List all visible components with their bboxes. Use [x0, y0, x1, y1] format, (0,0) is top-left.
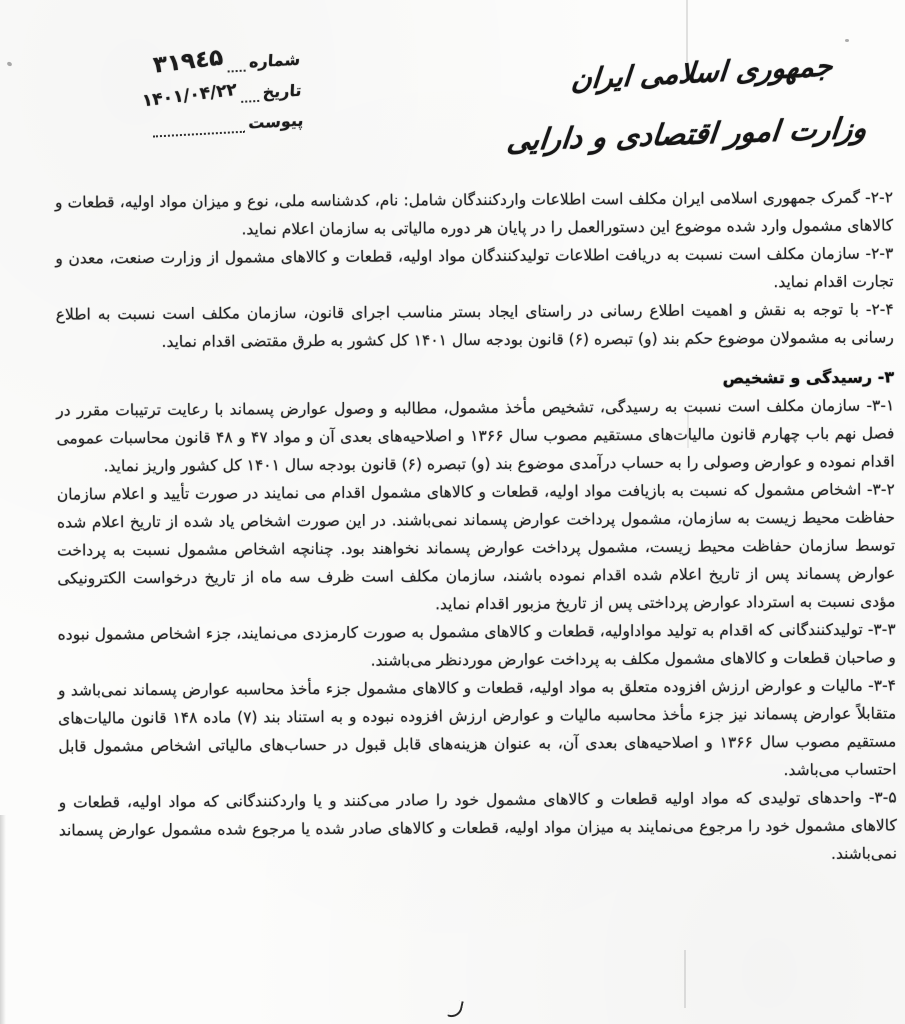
- letter-body: [55, 183, 897, 872]
- paragraph-2-4: ۲-۴- با توجه به نقش و اهمیت اطلاع رسانی در راستای ایجاد بستر مناسب اجرای قانون، سازمان مکلف است نسبت به اطلاع رسانی به مشمولان موضوع حکم بند (و) تبصره (۶) قانون بودجه سال ۱۴۰۱ کل کشور به طرق مقتضی اقدام نماید.: [55, 300, 894, 351]
- paper-crease-bottom: [684, 950, 686, 1008]
- stamp-number-row: [20, 43, 301, 84]
- letterhead-country: جمهوری اسلامی ایران: [569, 49, 834, 96]
- paper-crease-top: [686, 0, 688, 62]
- paragraph-3-2: ۳-۲- اشخاص مشمول که نسبت به بازیافت مواد اولیه، قطعات و کالاهای مشمول اقدام می نمایند در صورت تأیید و اعلام سازمان حفاظت محیط زیست به سازمان، مشمول پرداخت عوارض پسماند نمی‌باشند. در این صورت اشخاص یاد شده از تاریخ اعلام شده توسط سازمان حفاظت محیط زیست، مشمول پرداخت عوارض پسماند نخواهند بود. چنانچه اشخاص مشمول نسبت به پرداخت عوارض پسماند پس از تاریخ اعلام شده اقدام نموده باشند، سازمان مکلف است ظرف سه ماه از تاریخ درخواست الکترونیکی مؤدی نسبت به استرداد عوارض پرداختی پس از تاریخ مزبور اقدام نماید.: [56, 480, 896, 614]
- paragraph-2-3: ۲-۳- سازمان مکلف است نسبت به دریافت اطلاعات تولیدکنندگان مواد اولیه، قطعات و کالاهای مشمول از وزارت صنعت، معدن و تجارت اقدام نماید.: [55, 244, 894, 292]
- paragraph-2-2: ۲-۲- گمرک جمهوری اسلامی ایران مکلف است اطلاعات واردکنندگان شامل: نام، کدشناسه ملی، نوع و میزان مواد اولیه، قطعات و کالاهای مشمول وارد شده موضوع این دستورالعمل را در پایان هر دوره مالیاتی به سازمان اعلام نماید.: [54, 188, 894, 239]
- paragraph-3-5: ۳-۵- واحدهای تولیدی که مواد اولیه قطعات و کالاهای مشمول خود را صادر می‌کنند و یا واردکنندگانی که مواد اولیه، قطعات و کالاهای مشمول خود را مرجوع می‌نمایند به میزان مواد اولیه، قطعات و کالاهای صادر شده یا مرجوع شده مشمول عوارض پسماند نمی‌باشند.: [58, 788, 898, 863]
- stamp-number-label: شماره: [248, 49, 301, 72]
- section-heading-3: ۳- رسیدگی و تشخیص: [722, 367, 895, 388]
- page-bottom-mark: [447, 999, 463, 1019]
- scan-edge-shadow: [0, 815, 6, 1024]
- letterhead-ministry: وزارت امور اقتصادی و دارایی: [505, 110, 869, 158]
- stamp-block: [20, 43, 305, 156]
- scan-speck: [845, 39, 849, 42]
- dotted-leader: [152, 119, 245, 138]
- stamp-attachment-row: [23, 111, 304, 145]
- paragraph-3-4: ۳-۴- مالیات و عوارض ارزش افزوده متعلق به مواد اولیه، قطعات و کالاهای مشمول جزء مأخذ محاسبه عوارض پسماند نمی‌باشد و متقابلاً عوارض پسماند نیز جزء مأخذ محاسبه مالیات و عوارض ارزش افزوده نبوده و به استناد بند (۷) ماده ۱۴۸ قانون مالیات‌های مستقیم مصوب سال ۱۳۶۶ و اصلاحیه‌های بعدی آن، به عنوان هزینه‌های قابل قبول در حساب‌های مالیاتی اشخاص مشمول قابل احتساب می‌باشد.: [57, 676, 897, 780]
- dotted-leader: [227, 58, 246, 73]
- stamp-attachment-label: پیوست: [247, 110, 304, 133]
- paragraph-3-1: ۳-۱- سازمان مکلف است نسبت به رسیدگی، تشخیص مأخذ مشمول، مطالبه و وصول عوارض پسماند با رعایت ترتیبات مقرر در فصل نهم باب چهارم قانون مالیات‌های مستقیم مصوب سال ۱۳۶۶ و اصلاحیه‌های بعدی آن و مواد ۴۷ و ۴۸ قانون محاسبات عمومی اقدام نموده و عوارض وصولی را به حساب درآمدی موضوع بند (و) تبصره (۶) قانون بودجه سال ۱۴۰۱ کل کشور واریز نماید.: [56, 396, 895, 476]
- scan-speck: [6, 61, 12, 67]
- stamp-date-value: ۱۴۰۱/۰۴/۲۲: [140, 79, 238, 112]
- letterhead: [487, 49, 887, 158]
- stamp-number-value: ۳۱۹٤۵: [151, 44, 225, 79]
- stamp-date-row: [22, 80, 303, 115]
- dotted-leader: [241, 88, 260, 103]
- stamp-date-label: تاریخ: [262, 80, 303, 102]
- paragraph-3-3: ۳-۳- تولیدکنندگانی که اقدام به تولید مواداولیه، قطعات و کالاهای مشمول به صورت کارمزدی می‌نمایند، جزء اشخاص مشمول نبوده و صاحبان قطعات و کالاهای مشمول مکلف به پرداخت عوارض موردنظر می‌باشند.: [57, 620, 896, 670]
